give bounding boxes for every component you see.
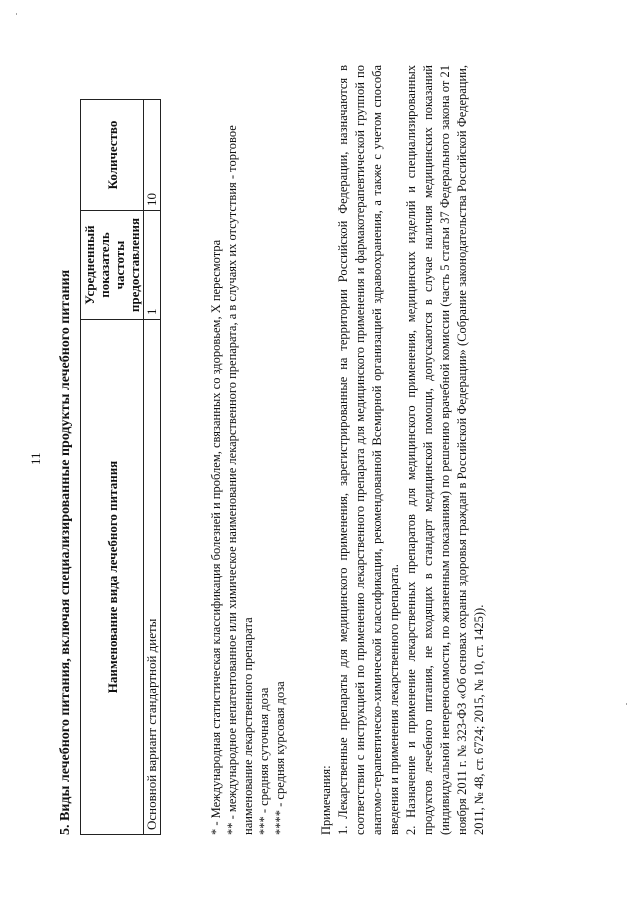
footnote: ** - международное непатентованное или химическое наименование лекарственного препарата, а в случаях их отсутствия - торговое наименование лекарственного препарата (225, 125, 255, 835)
table-row (144, 100, 161, 835)
scan-mark: . (10, 13, 19, 15)
column-header-frequency: Усредненный показатель частоты предоставления (81, 211, 144, 320)
table-cell: 10 (144, 100, 161, 211)
notes-heading: Примечания: (319, 765, 333, 835)
scan-mark: . (620, 703, 629, 705)
column-header-quantity: Количество (81, 100, 144, 211)
column-header-name: Наименование вида лечебного питания (81, 320, 144, 835)
notes (318, 65, 488, 835)
diet-table (80, 99, 161, 835)
table-header-row (81, 100, 144, 835)
note-item: 2. Назначение и применение лекарственных препаратов для медицинского применения, медицинских изделий и специализированных продуктов лечебного питания, не входящих в стандарт медицинской помощи, допускаются в случае наличия медицинских показаний (индивидуальной непереносимости, по жизненным показаниям) по решению врачебной комиссии (часть 5 статьи 37 Федерального закона от 21 ноября 2011 г. № 323-ФЗ «Об основах охраны здоровья граждан в Российской Федерации» (Собрание законодательства Российской Федерации, 2011, № 48, ст. 6724; 2015, № 10, ст. 1425)). (404, 65, 486, 835)
footnote: **** - средняя курсовая доза (273, 681, 287, 835)
table-cell: Основной вариант стандартной диеты (144, 320, 161, 835)
footnote: *** - средняя суточная доза (257, 687, 271, 835)
footnote: * - Международная статистическая классификация болезней и проблем, связанных со здоровьем, X пересмотра (209, 239, 223, 835)
section-title: 5. Виды лечебного питания, включая специализированные продукты лечебного питания (58, 269, 73, 835)
note-item: 1. Лекарственные препараты для медицинского применения, зарегистрированные на территории Российской Федерации, назначаются в соответствии с инструкцией по применению лекарственного препарата для медицинского применения и фармакотерапевтической группой по анатомо-терапевтическо-химической классификации, рекомендованной Всемирной организацией здравоохранения, а также с учетом способа введения и применения лекарственного препарата. (336, 65, 401, 835)
table-cell: 1 (144, 211, 161, 320)
footnotes (208, 65, 288, 835)
page-number: 11 (28, 452, 43, 465)
